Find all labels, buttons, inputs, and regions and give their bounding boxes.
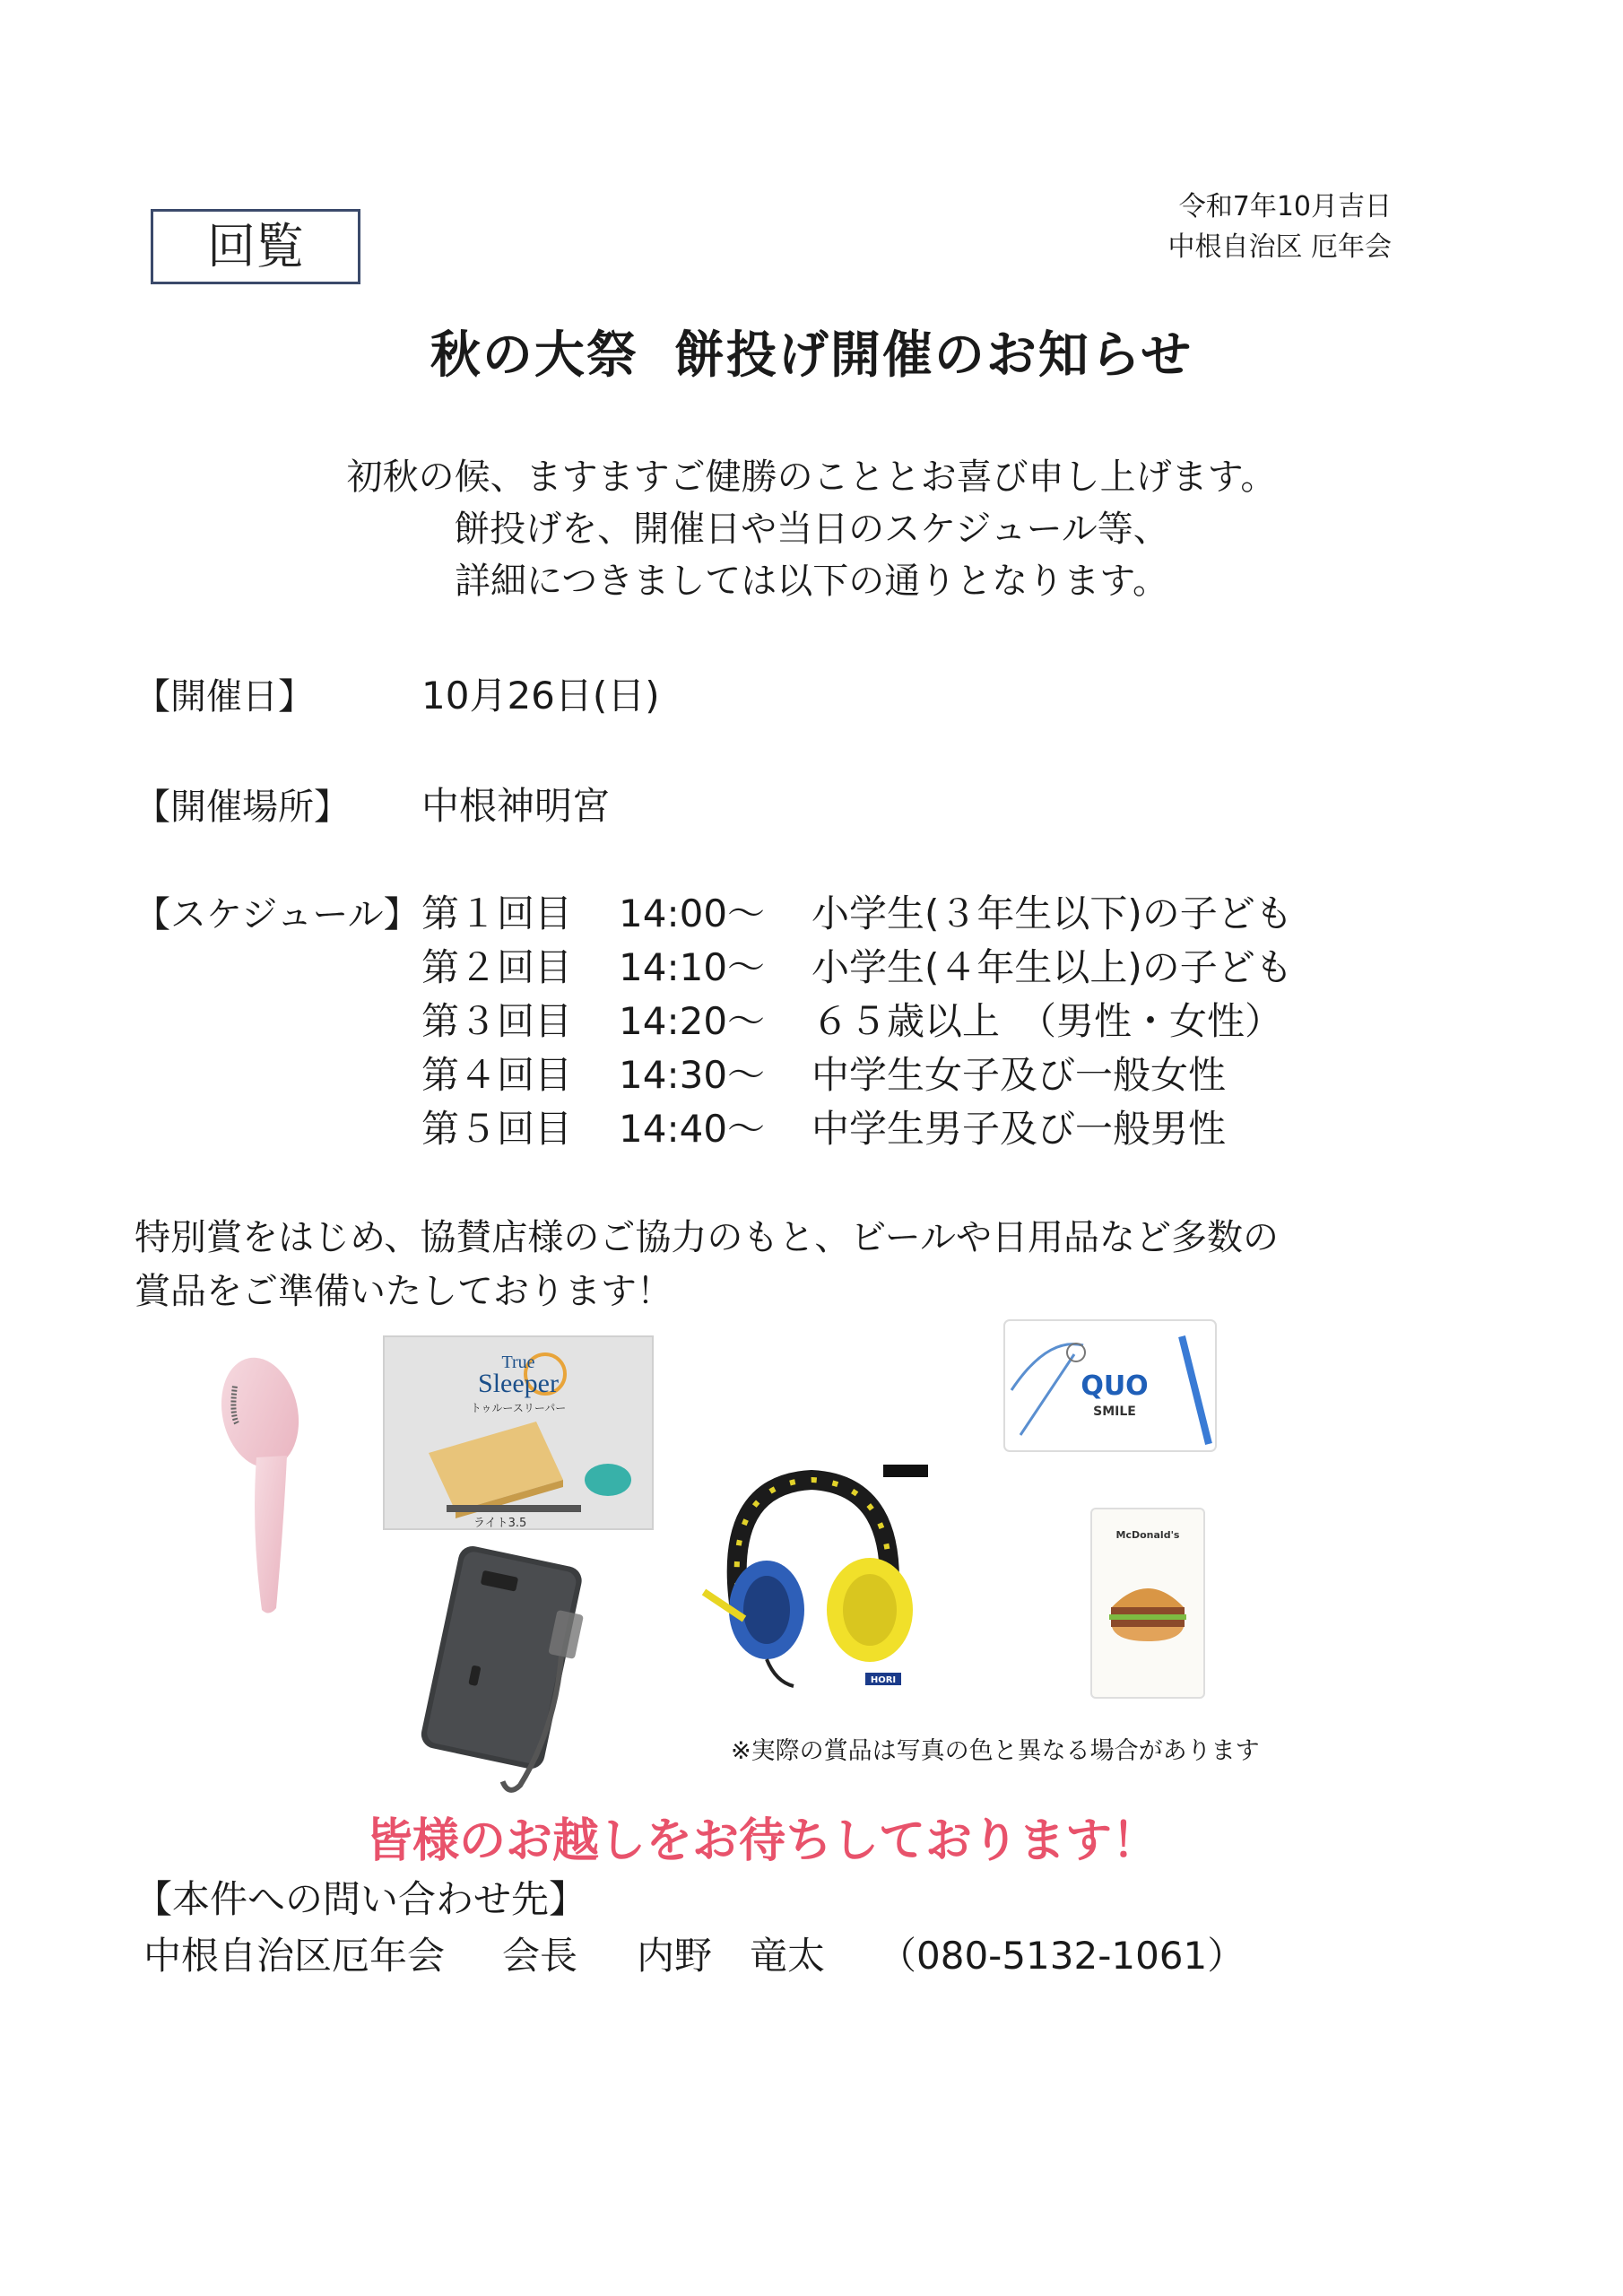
contact-phone: （080-5132-1061）: [879, 1934, 1245, 1978]
quo-logo: QUO: [1081, 1370, 1149, 1402]
contact-name: 内野 竜太: [637, 1934, 826, 1978]
schedule-row: [421, 884, 1293, 938]
prize-line-2: 賞品をご準備いたしております！: [135, 1271, 673, 1312]
schedule-time: 14:00～: [619, 891, 766, 935]
issue-date: 令和7年10月吉日: [1178, 191, 1392, 222]
greeting-line-2: 餅投げを、開催日や当日のスケジュール等、: [454, 509, 1169, 550]
schedule-round: 第３回目: [421, 999, 573, 1043]
kairan-box: 回覧: [151, 209, 360, 284]
contact-line: [143, 1926, 1245, 1980]
contact-label: 【本件への問い合わせ先】: [135, 1877, 587, 1921]
prize-line-1: 特別賞をはじめ、協賛店様のご協力のもと、ビールや日用品など多数の: [135, 1217, 1279, 1258]
schedule-row: [421, 1046, 1226, 1100]
schedule-round: 第１回目: [421, 891, 573, 935]
greeting-line-3: 詳細につきましては以下の通りとなります。: [455, 561, 1168, 602]
schedule-time: 14:10～: [619, 945, 766, 989]
schedule-label: 【スケジュール】: [135, 894, 420, 935]
hairbrush-image: [206, 1350, 314, 1619]
headphones-image: [686, 1457, 942, 1695]
schedule-row: [421, 992, 1282, 1046]
date-label: 【開催日】: [135, 676, 314, 718]
date-value: 10月26日(日): [421, 674, 660, 718]
schedule-time: 14:40～: [619, 1107, 766, 1151]
schedule-target: 小学生(３年生以下)の子ども: [812, 891, 1293, 935]
schedule-time: 14:30～: [619, 1053, 766, 1097]
quo-card-image: [1002, 1318, 1218, 1453]
schedule-round: 第２回目: [421, 945, 573, 989]
quo-sub: SMILE: [1093, 1405, 1136, 1419]
page-title: [0, 316, 1623, 387]
schedule-row: [421, 938, 1293, 992]
hori-logo: HORI: [870, 1675, 897, 1685]
welcome-message: 皆様のお越しをお待ちしております！: [366, 1814, 1159, 1868]
contact-org: 中根自治区厄年会: [143, 1934, 446, 1978]
schedule-target: 中学生男子及び一般男性: [812, 1107, 1227, 1151]
issuer-org: 中根自治区 厄年会: [1167, 231, 1392, 263]
schedule-target: 中学生女子及び一般女性: [812, 1053, 1227, 1097]
power-bank-image: [411, 1538, 617, 1807]
place-value: 中根神明宮: [421, 784, 611, 828]
mcdonalds-card-image: [1089, 1507, 1206, 1700]
schedule-round: 第５回目: [421, 1107, 573, 1151]
schedule-time: 14:20～: [619, 999, 766, 1043]
mattress-box-image: [384, 1336, 653, 1529]
schedule-target: ６５歳以上 （男性・女性）: [812, 999, 1283, 1043]
prize-note: ※実際の賞品は写真の色と異なる場合があります: [731, 1737, 1260, 1765]
title-part1: 秋の大祭: [430, 326, 638, 385]
mcdonalds-logo: McDonald's: [1115, 1529, 1180, 1541]
mattress-size: ライト3.5: [473, 1517, 527, 1530]
mattress-brand-1: True: [501, 1352, 535, 1372]
schedule-target: 小学生(４年生以上)の子ども: [812, 945, 1293, 989]
place-label: 【開催場所】: [135, 787, 350, 828]
schedule-round: 第４回目: [421, 1053, 573, 1097]
mattress-brand-2: Sleeper: [478, 1369, 559, 1398]
schedule-row: [421, 1100, 1226, 1153]
title-part2: 餅投げ開催のお知らせ: [673, 326, 1193, 385]
greeting-line-1: 初秋の候、ますますご健勝のこととお喜び申し上げます。: [346, 457, 1277, 498]
mattress-subtitle: トゥルースリーパー: [470, 1402, 567, 1414]
contact-role: 会長: [502, 1934, 578, 1978]
